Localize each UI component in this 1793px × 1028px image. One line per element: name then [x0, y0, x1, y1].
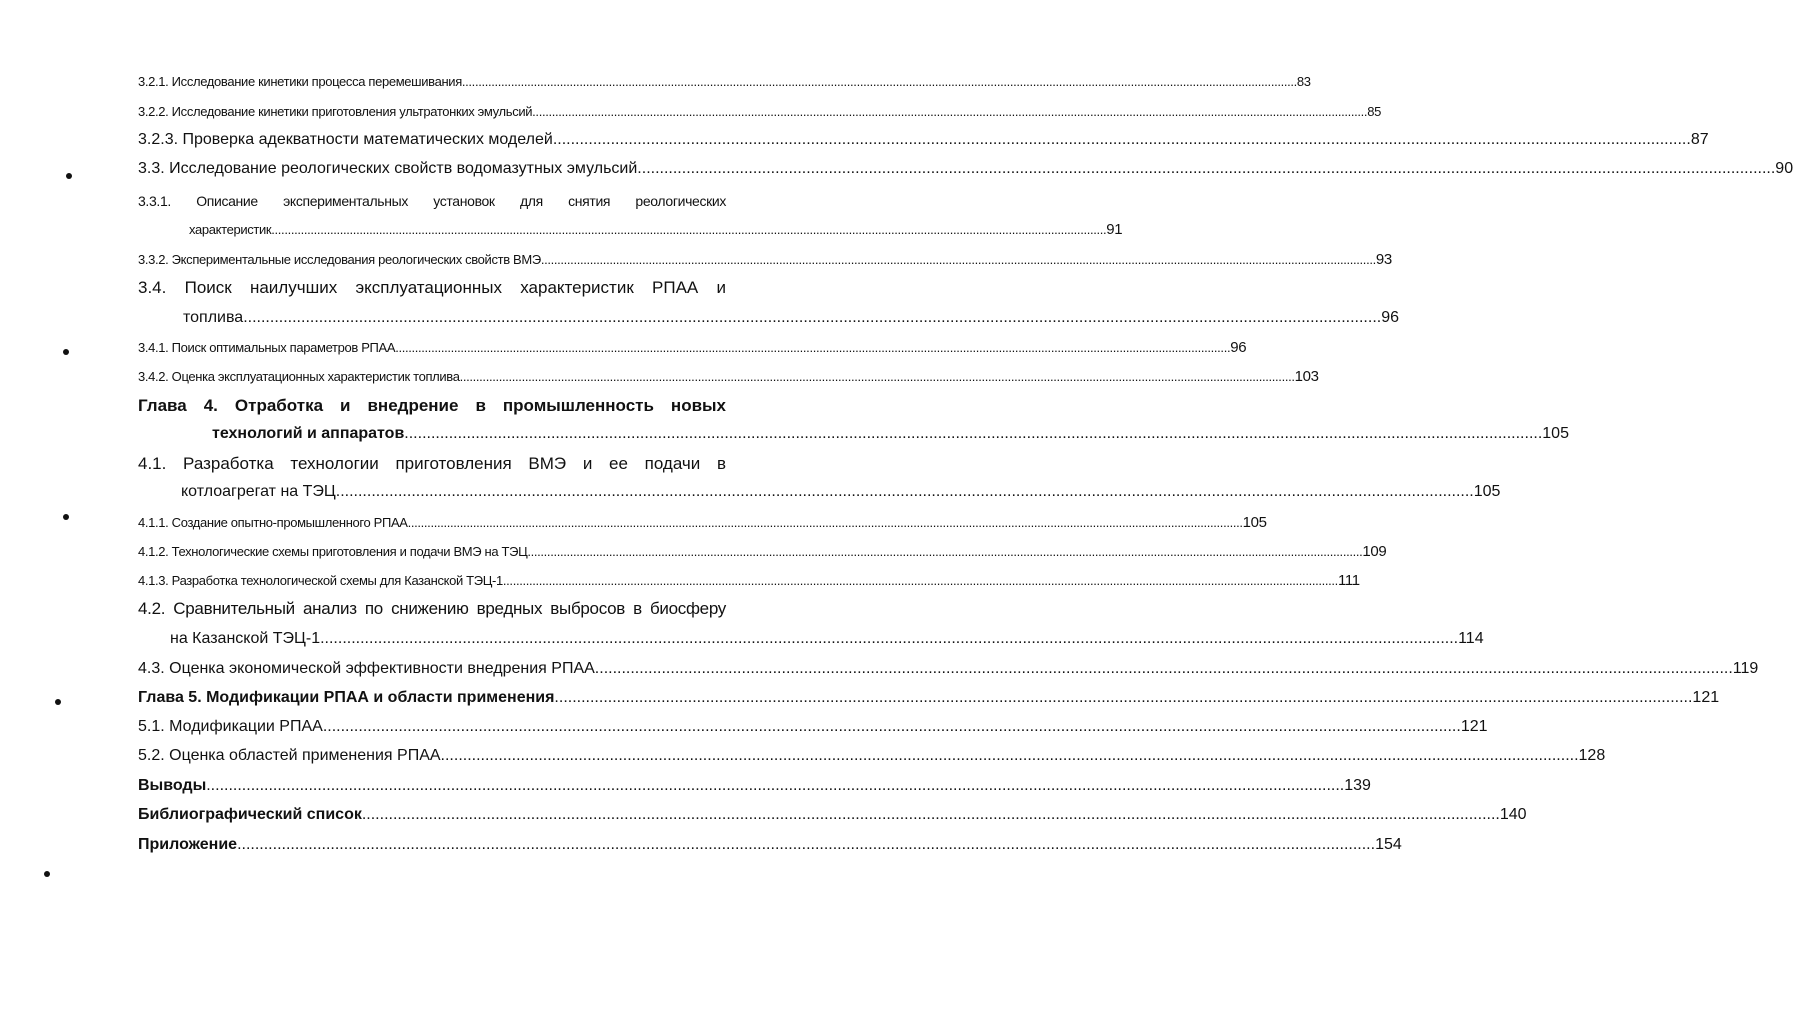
- toc-entry-page: 87: [1690, 131, 1709, 148]
- toc-entry-leader: ................................................................................................................................................................................................................................................................: [540, 252, 1376, 267]
- toc-entry-4-2: [170, 630, 1484, 648]
- toc-entry-3-3: [138, 160, 1793, 178]
- toc-entry-5-2: [138, 747, 1606, 765]
- toc-entry-page: 111: [1337, 572, 1360, 589]
- toc-entry-page: 83: [1296, 74, 1311, 89]
- toc-entry-leader: ................................................................................................................................................................................................................................................................: [532, 104, 1368, 119]
- toc-entry-4-1-line1: 4.1. Разработка технологии приготовления ВМЭ и ее подачи в: [138, 454, 726, 473]
- toc-entry-title: 4.3. Оценка экономической эффективности внедрения РПАА: [138, 660, 595, 677]
- toc-entry-page: 154: [1375, 836, 1402, 853]
- margin-mark: [55, 699, 61, 705]
- toc-entry-page: 109: [1362, 543, 1387, 560]
- toc-entry-4-1-1: [138, 514, 1267, 531]
- toc-entry-leader: ................................................................................................................................................................................................................................................................: [527, 544, 1363, 559]
- toc-entry-title: 3.2.2. Исследование кинетики приготовления ультратонких эмульсий: [138, 104, 533, 119]
- toc-entry-page: 90: [1775, 160, 1793, 177]
- toc-entry-leader: ................................................................................................................................................................................................................................................................: [320, 630, 1459, 647]
- toc-entry-3-2-1: [138, 74, 1311, 89]
- toc-entry-page: 105: [1542, 425, 1569, 442]
- toc-entry-5-1: [138, 718, 1488, 736]
- toc-entry-title: 3.2.1. Исследование кинетики процесса перемешивания: [138, 74, 462, 89]
- toc-entry-title: Библиографический список: [138, 806, 362, 823]
- toc-entry-3-3-2: [138, 251, 1392, 268]
- toc-entry-3-4-1: [138, 339, 1247, 356]
- toc-entry-leader: ................................................................................................................................................................................................................................................................: [502, 573, 1338, 588]
- toc-entry-leader: ................................................................................................................................................................................................................................................................: [461, 74, 1297, 89]
- margin-mark: [63, 349, 69, 355]
- toc-entry-title: 3.2.3. Проверка адекватности математических моделей: [138, 131, 553, 148]
- toc-entry-3-4-2: [138, 368, 1319, 385]
- toc-entry-page: 119: [1732, 660, 1759, 677]
- toc-entry-page: 96: [1230, 339, 1247, 356]
- toc-entry-leader: ................................................................................................................................................................................................................................................................: [440, 747, 1579, 764]
- toc-entry-leader: ................................................................................................................................................................................................................................................................: [552, 131, 1691, 148]
- toc-entry-title: Выводы: [138, 777, 207, 794]
- toc-entry-page: 140: [1499, 806, 1527, 823]
- toc-chapter-4-line1: Глава 4. Отработка и внедрение в промышленность новых: [138, 396, 726, 415]
- toc-entry-4-1-2: [138, 543, 1387, 560]
- toc-bibliography: [138, 806, 1527, 824]
- toc-entry-page: 121: [1692, 689, 1720, 706]
- toc-entry-leader: ................................................................................................................................................................................................................................................................: [407, 515, 1243, 530]
- toc-entry-leader: ................................................................................................................................................................................................................................................................: [404, 425, 1543, 442]
- margin-mark: [63, 514, 69, 520]
- toc-entry-leader: ................................................................................................................................................................................................................................................................: [637, 160, 1776, 177]
- toc-entry-title: 5.1. Модификации РПАА: [138, 718, 323, 735]
- toc-entry-leader: ................................................................................................................................................................................................................................................................: [322, 718, 1461, 735]
- toc-entry-leader: ................................................................................................................................................................................................................................................................: [335, 483, 1474, 500]
- toc-entry-page: 114: [1458, 630, 1484, 647]
- toc-entry-title: топлива: [183, 309, 244, 326]
- toc-entry-3-4: [183, 309, 1399, 327]
- toc-entry-leader: ................................................................................................................................................................................................................................................................: [395, 340, 1231, 355]
- toc-entry-title: 3.3.2. Экспериментальные исследования реологических свойств ВМЭ: [138, 252, 541, 267]
- toc-entry-title: Приложение: [138, 836, 238, 853]
- toc-entry-title: 3.3. Исследование реологических свойств водомазутных эмульсий: [138, 160, 638, 177]
- toc-entry-leader: ................................................................................................................................................................................................................................................................: [594, 660, 1733, 677]
- toc-entry-page: 105: [1242, 514, 1267, 531]
- toc-entry-title: 5.2. Оценка областей применения РПАА: [138, 747, 441, 764]
- toc-entry-4-3: [138, 660, 1759, 678]
- margin-mark: [44, 871, 50, 877]
- toc-entry-page: 85: [1367, 104, 1381, 119]
- toc-entry-title: 3.4.2. Оценка эксплуатационных характеристик топлива: [138, 369, 460, 384]
- toc-entry-4-1: [181, 483, 1501, 501]
- toc-entry-3-3-1: [189, 221, 1123, 238]
- toc-entry-title: на Казанской ТЭЦ-1: [170, 630, 321, 647]
- toc-entry-page: 105: [1473, 483, 1501, 500]
- toc-entry-page: 128: [1578, 747, 1606, 764]
- toc-entry-title: 4.1.1. Создание опытно-промышленного РПАА: [138, 515, 408, 530]
- toc-appendix: [138, 836, 1402, 854]
- toc-conclusions: [138, 777, 1371, 795]
- toc-entry-4-2-line1: 4.2. Сравнительный анализ по снижению вредных выбросов в биосферу: [138, 599, 726, 618]
- toc-entry-title: 4.1.3. Разработка технологической схемы для Казанской ТЭЦ-1: [138, 573, 503, 588]
- toc-entry-page: 139: [1344, 777, 1371, 794]
- toc-entry-title: 4.1.2. Технологические схемы приготовления и подачи ВМЭ на ТЭЦ: [138, 544, 528, 559]
- toc-chapter-5: [138, 689, 1720, 707]
- toc-entry-3-2-3: [138, 131, 1709, 149]
- toc-chapter-4: [212, 425, 1569, 443]
- toc-entry-title: 3.4.1. Поиск оптимальных параметров РПАА: [138, 340, 396, 355]
- toc-entry-title: характеристик: [189, 222, 272, 237]
- toc-entry-page: 91: [1106, 221, 1123, 238]
- toc-entry-page: 93: [1375, 251, 1392, 268]
- margin-mark: [66, 173, 72, 179]
- toc-entry-leader: ................................................................................................................................................................................................................................................................: [206, 777, 1345, 794]
- toc-entry-leader: ................................................................................................................................................................................................................................................................: [237, 836, 1376, 853]
- toc-entry-page: 121: [1460, 718, 1488, 735]
- toc-entry-leader: ................................................................................................................................................................................................................................................................: [459, 369, 1295, 384]
- toc-entry-3-2-2: [138, 104, 1381, 119]
- toc-entry-leader: ................................................................................................................................................................................................................................................................: [243, 309, 1382, 326]
- toc-entry-leader: ................................................................................................................................................................................................................................................................: [271, 222, 1107, 237]
- toc-entry-title: технологий и аппаратов: [212, 425, 405, 442]
- toc-entry-3-4-line1: 3.4. Поиск наилучших эксплуатационных характеристик РПАА и: [138, 278, 726, 297]
- toc-entry-4-1-3: [138, 572, 1360, 589]
- toc-entry-page: 103: [1294, 368, 1319, 385]
- toc-entry-3-3-1-line1: 3.3.1. Описание экспериментальных установок для снятия реологических: [138, 193, 726, 209]
- toc-entry-leader: ................................................................................................................................................................................................................................................................: [361, 806, 1500, 823]
- toc-entry-page: 96: [1381, 309, 1399, 326]
- toc-entry-title: Глава 5. Модификации РПАА и области применения: [138, 689, 555, 706]
- toc-entry-title: котлоагрегат на ТЭЦ: [181, 483, 336, 500]
- toc-entry-leader: ................................................................................................................................................................................................................................................................: [554, 689, 1693, 706]
